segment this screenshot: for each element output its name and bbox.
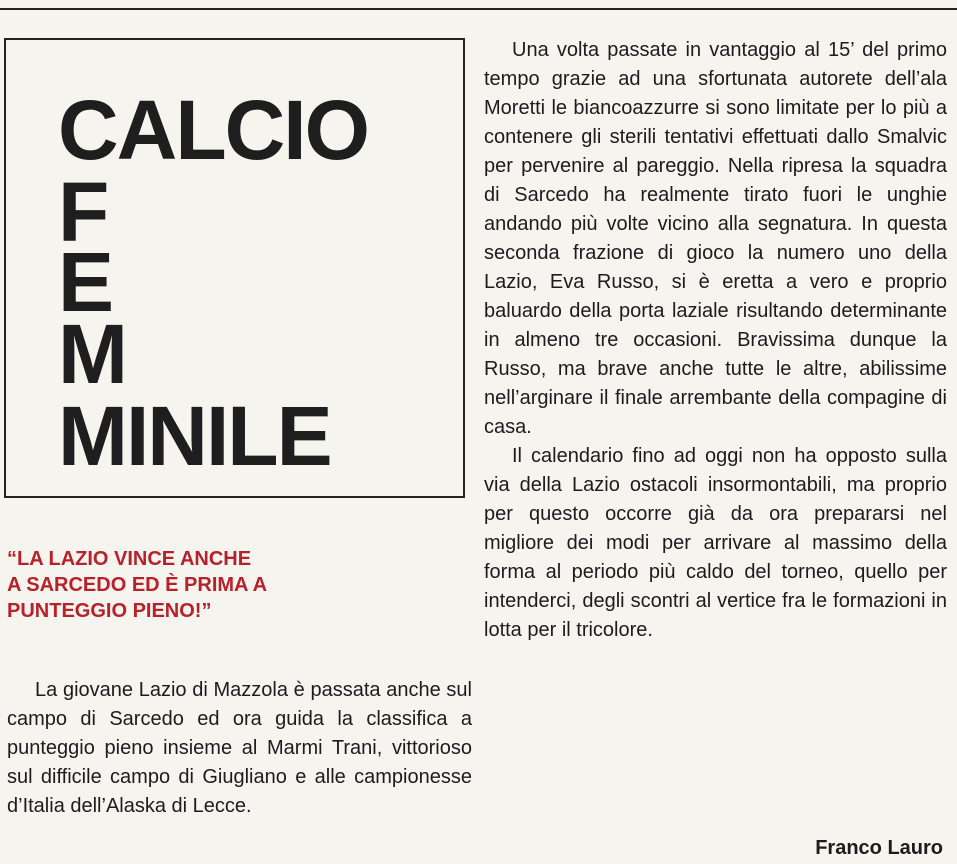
title-line-m: M — [58, 307, 126, 401]
article-subhead: “LA LAZIO VINCE ANCHE A SARCEDO ED È PRIMA A PUNTEGGIO PIENO!” — [7, 548, 268, 622]
title-line-calcio: CALCIO — [58, 83, 368, 177]
title-line-f: F — [58, 165, 108, 259]
title-line-e: E — [58, 235, 113, 329]
left-column — [7, 676, 472, 821]
title-line-minile: MINILE — [58, 389, 331, 483]
right-column — [484, 36, 947, 645]
paragraph-intro: La giovane Lazio di Mazzola è passata anche sul campo di Sarcedo ed ora guida la classifica a punteggio pieno insieme al Marmi Trani, vittorioso sul difficile campo di Giugliano e alle campionesse d’Italia dell’Alaska di Lecce. — [7, 679, 472, 817]
top-rule — [0, 8, 957, 10]
paragraph-calendar: Il calendario fino ad oggi non ha opposto sulla via della Lazio ostacoli insormontabili, ma proprio per questo occorre già da ora prepararsi nel migliore dei modi per arrivare al massimo della forma al periodo più caldo del torneo, quello per intenderci, degli scontri al vertice fra le formazioni in lotta per il tricolore. — [484, 445, 947, 641]
paragraph-match-report: Una volta passate in vantaggio al 15’ del primo tempo grazie ad una sfortunata autorete dell’ala Moretti le biancoazzurre si sono limitate per lo più a contenere gli sterili tentativi effettuati dallo Smalvic per pervenire al pareggio. Nella ripresa la squadra di Sarcedo ha realmente tirato fuori le unghie andando più volte vicino alla segnatura. In questa seconda frazione di gioco la numero uno della Lazio, Eva Russo, si è eretta a vero e proprio baluardo della porta laziale risultando determinante in almeno tre occasioni. Bravissima dunque la Russo, ma brave anche tutte le altre, abilissime nell’arginare il finale arrembante della compagine di casa. — [484, 39, 947, 438]
title-box — [4, 38, 465, 498]
author-byline: Franco Lauro — [815, 837, 943, 859]
